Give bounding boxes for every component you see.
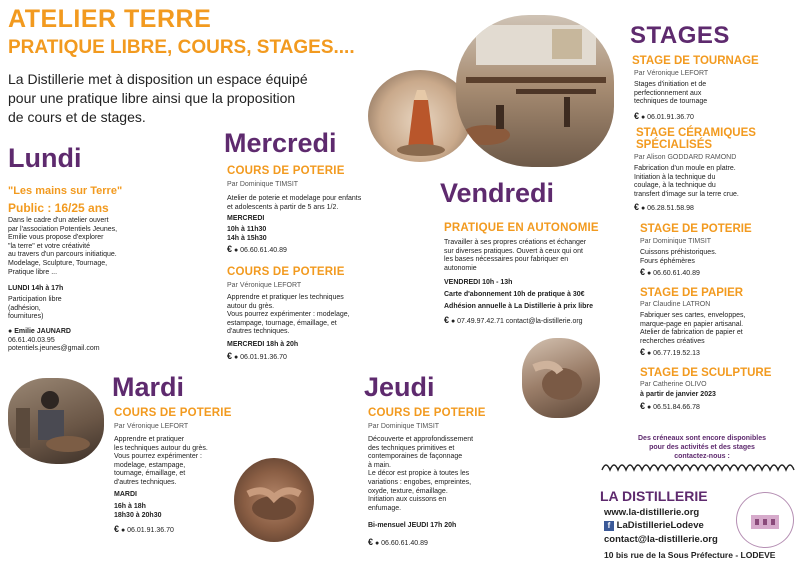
person-icon: ● [646, 270, 652, 277]
mercredi-course1-teacher: Par Dominique TIMSIT [227, 181, 299, 188]
page-subtitle: PRATIQUE LIBRE, COURS, STAGES.... [8, 37, 355, 58]
vendredi-time: VENDREDI 10h - 13h [444, 279, 513, 286]
stage4-title: STAGE DE PAPIER [640, 287, 744, 299]
stage2-title: STAGE CÉRAMIQUES SPÉCIALISÉS [636, 127, 756, 151]
page-title: ATELIER TERRE [8, 5, 212, 33]
lundi-description: Dans le cadre d'un atelier ouvert par l'association Potentiels Jeunes, Emilie vous propose d'explorer "la terre" et votre créativité au travers d'un parcours initiatique. Modelage, Sculpture, Tournage, Pratique libre ... [8, 217, 118, 276]
brand-name: LA DISTILLERIE [600, 488, 708, 504]
person-icon: ● [120, 527, 126, 534]
stage1-phone: € ● 06.01.91.36.70 [634, 111, 694, 121]
address: 10 bis rue de la Sous Préfecture - LODEVE [604, 550, 776, 560]
mercredi-course1-phone: € ● 06.60.61.40.89 [227, 244, 287, 254]
stage2-description: Fabrication d'un moule en platre. Initiation à la technique du coulage, à la technique du transfert d'image sur la terre crue. [634, 165, 739, 198]
person-icon: ● [450, 318, 456, 325]
facebook-icon: f [604, 521, 614, 531]
person-icon: ● [374, 540, 380, 547]
stage3-phone: € ● 06.60.61.40.89 [640, 267, 700, 277]
stage1-teacher: Par Véronique LEFORT [634, 70, 709, 77]
person-icon: ● [8, 328, 13, 335]
euro-icon: € [640, 347, 646, 357]
vendredi-description: Travailler à ses propres créations et échanger sur diverses pratiques. Ouvert à ceux qui ont les bases nécessaires pour fabriquer en autonomie [444, 239, 587, 272]
stage3-description: Cuissons préhistoriques. Fours éphémères [640, 249, 717, 265]
stage3-teacher: Par Dominique TIMSIT [640, 238, 712, 245]
lundi-contact: ● Emilie JAUNARD 06.61.40.03.95 potentiels.jeunes@gmail.com [8, 328, 100, 353]
person-icon: ● [646, 350, 652, 357]
stage1-description: Stages d'initiation et de perfectionnement aux techniques de tournage [634, 81, 708, 106]
jeudi-time: Bi-mensuel JEUDI 17h 20h [368, 522, 457, 529]
person-icon: ● [646, 404, 652, 411]
euro-icon: € [444, 315, 450, 325]
stage2-teacher: Par Alison GODDARD RAMOND [634, 154, 737, 161]
jeudi-heading: Jeudi [364, 372, 435, 402]
lundi-public: Public : 16/25 ans [8, 201, 109, 215]
jeudi-teacher: Par Dominique TIMSIT [368, 423, 440, 430]
availability-note: Des créneaux sont encore disponibles pour des activités et des stages contactez-nous : [638, 435, 766, 460]
mercredi-course2-title: COURS DE POTERIE [227, 266, 345, 278]
email-link[interactable]: contact@la-distillerie.org [604, 534, 718, 545]
mardi-description: Apprendre et pratiquer les techniques autour du grès. Vous pourrez expérimenter : modelage, estampage, tournage, émaillage, et d'autres techniques. [114, 436, 208, 486]
euro-icon: € [114, 524, 120, 534]
vendredi-title: PRATIQUE EN AUTONOMIE [444, 222, 599, 234]
euro-icon: € [640, 267, 646, 277]
hands-clay-photo [522, 338, 600, 418]
euro-icon: € [634, 202, 640, 212]
mercredi-course1-label: MERCREDI [227, 215, 265, 222]
vendredi-heading: Vendredi [440, 178, 555, 208]
lundi-extra: Participation libre (adhésion, fournitures) [8, 296, 62, 321]
mercredi-heading: Mercredi [224, 128, 337, 158]
stages-heading: STAGES [630, 22, 730, 49]
mercredi-course1-times: 10h à 11h30 14h à 15h30 [227, 226, 267, 242]
lundi-title: "Les mains sur Terre" [8, 185, 123, 197]
website-link[interactable]: www.la-distillerie.org [604, 507, 700, 518]
distillerie-logo [736, 492, 794, 548]
stage4-teacher: Par Claudine LATRON [640, 301, 711, 308]
stage4-description: Fabriquer ses cartes, enveloppes, marque-page en papier artisanal. Atelier de fabrication de papier et recherches créatives [640, 312, 746, 345]
person-icon: ● [640, 114, 646, 121]
vendredi-price2: Adhésion annuelle à La Distillerie à prix libre [444, 303, 593, 310]
jeudi-title: COURS DE POTERIE [368, 407, 486, 419]
vendredi-contact: € ● 07.49.97.42.71 contact@la-distillerie.org [444, 315, 583, 325]
mardi-heading: Mardi [112, 372, 185, 402]
hands-photo [234, 458, 314, 542]
person-icon: ● [233, 247, 239, 254]
mercredi-course1-title: COURS DE POTERIE [227, 165, 345, 177]
mardi-title: COURS DE POTERIE [114, 407, 232, 419]
mercredi-course2-time: MERCREDI 18h à 20h [227, 341, 299, 348]
euro-icon: € [368, 537, 374, 547]
stage4-phone: € ● 06.77.19.52.13 [640, 347, 700, 357]
lundi-heading: Lundi [8, 143, 82, 173]
stage3-title: STAGE DE POTERIE [640, 223, 752, 235]
mardi-photo [8, 378, 104, 464]
workshop-photo [456, 15, 614, 167]
euro-icon: € [227, 244, 233, 254]
mardi-teacher: Par Véronique LEFORT [114, 423, 189, 430]
stage5-phone: € ● 06.51.84.66.78 [640, 401, 700, 411]
jeudi-description: Découverte et approfondissement des techniques primitives et contemporaines de façonnage à main. Le décor est propice à toutes les variations : engobes, empreintes, oxyde, texture, émaillage. Initiation aux cuissons en enfumage. [368, 436, 474, 512]
mercredi-course1-description: Atelier de poterie et modelage pour enfants et adolescents à partir de 5 ans 1/2. [227, 195, 362, 211]
person-icon: ● [233, 354, 239, 361]
stage2-phone: € ● 06.28.51.58.98 [634, 202, 694, 212]
person-icon: ● [640, 205, 646, 212]
mercredi-course2-description: Apprendre et pratiquer les techniques autour du grès. Vous pourrez expérimenter : modelage, estampage, tournage, émaillage, et d'autres techniques. [227, 294, 350, 336]
euro-icon: € [227, 351, 233, 361]
mardi-times: 16h à 18h 18h30 à 20h30 [114, 503, 162, 519]
stage5-teacher: Par Catherine OLIVO [640, 381, 707, 388]
mardi-label: MARDI [114, 491, 137, 498]
lundi-time: LUNDI 14h à 17h [8, 285, 64, 292]
stage5-date: à partir de janvier 2023 [640, 391, 716, 398]
jeudi-phone: € ● 06.60.61.40.89 [368, 537, 428, 547]
euro-icon: € [640, 401, 646, 411]
decorative-loops [600, 460, 796, 476]
stage1-title: STAGE DE TOURNAGE [632, 55, 759, 67]
mercredi-course2-phone: € ● 06.01.91.36.70 [227, 351, 287, 361]
facebook-link[interactable]: f LaDistillerieLodeve [604, 520, 704, 531]
intro-text: La Distillerie met à disposition un espace équipé pour une pratique libre ainsi que la proposition de cours et de stages. [8, 71, 308, 125]
mercredi-course2-teacher: Par Véronique LEFORT [227, 282, 302, 289]
euro-icon: € [634, 111, 640, 121]
mardi-phone: € ● 06.01.91.36.70 [114, 524, 174, 534]
stage5-title: STAGE DE SCULPTURE [640, 367, 772, 379]
vendredi-price1: Carte d'abonnement 10h de pratique à 30€ [444, 291, 585, 298]
